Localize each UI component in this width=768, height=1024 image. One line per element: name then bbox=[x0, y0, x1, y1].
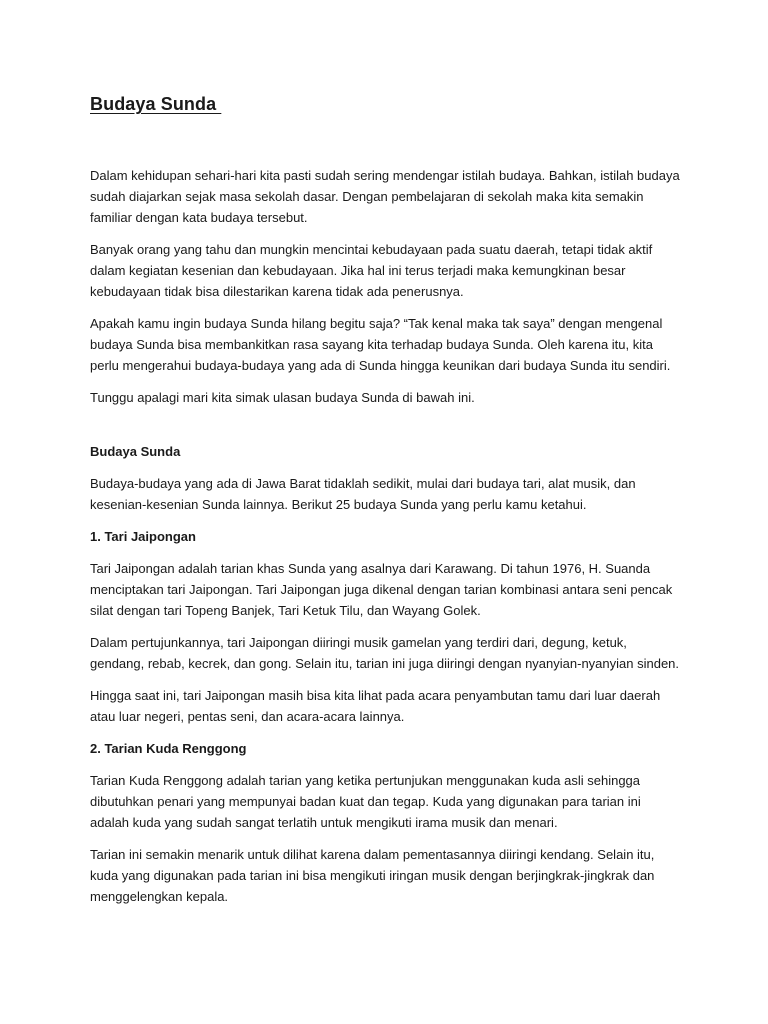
item-paragraph: Tari Jaipongan adalah tarian khas Sunda yang asalnya dari Karawang. Di tahun 1976, H. Suanda menciptakan tari Jaipongan. Tari Jaipongan juga dikenal dengan tarian kombinasi antara seni pencak silat dengan tari Topeng Banjek, Tari Ketuk Tilu, dan Wayang Golek. bbox=[90, 561, 673, 618]
document-title: Budaya Sunda bbox=[90, 94, 222, 114]
section-paragraph: Budaya-budaya yang ada di Jawa Barat tidaklah sedikit, mulai dari budaya tari, alat musik, dan kesenian-kesenian Sunda lainnya. Berikut 25 budaya Sunda yang perlu kamu ketahui. bbox=[90, 476, 636, 512]
item-paragraph: Hingga saat ini, tari Jaipongan masih bisa kita lihat pada acara penyambutan tamu dari luar daerah atau luar negeri, pentas seni, dan acara-acara lainnya. bbox=[90, 688, 661, 724]
item-heading-tari-jaipongan: 1. Tari Jaipongan bbox=[90, 529, 196, 544]
intro-paragraph-1: Dalam kehidupan sehari-hari kita pasti sudah sering mendengar istilah budaya. Bahkan, istilah budaya sudah diajarkan sejak masa sekolah dasar. Dengan pembelajaran di sekolah maka kita semakin familiar dengan kata budaya tersebut. bbox=[90, 168, 680, 225]
intro-paragraph-4: Tunggu apalagi mari kita simak ulasan budaya Sunda di bawah ini. bbox=[90, 390, 475, 405]
document-body bbox=[90, 165, 680, 918]
intro-paragraph-3: Apakah kamu ingin budaya Sunda hilang begitu saja? “Tak kenal maka tak saya” dengan mengenal budaya Sunda bisa membankitkan rasa sayang kita terhadap budaya Sunda. Oleh karena itu, kita perlu mengerahui budaya-budaya yang ada di Sunda hingga keunikan dari budaya Sunda itu sendiri. bbox=[90, 316, 671, 373]
intro-paragraph-2: Banyak orang yang tahu dan mungkin mencintai kebudayaan pada suatu daerah, tetapi tidak aktif dalam kegiatan kesenian dan kebudayaan. Jika hal ini terus terjadi maka kemungkinan besar kebudayaan tidak bisa dilestarikan karena tidak ada penerusnya. bbox=[90, 242, 653, 299]
item-heading-tarian-kuda-renggong: 2. Tarian Kuda Renggong bbox=[90, 741, 247, 756]
item-paragraph: Tarian Kuda Renggong adalah tarian yang ketika pertunjukan menggunakan kuda asli sehingga dibutuhkan penari yang mempunyai badan kuat dan tegap. Kuda yang digunakan para tarian ini adalah kuda yang sudah sangat terlatih untuk mengikuti irama musik dan menari. bbox=[90, 773, 641, 830]
item-paragraph: Dalam pertujunkannya, tari Jaipongan diiringi musik gamelan yang terdiri dari, degung, ketuk, gendang, rebab, kecrek, dan gong. Selain itu, tarian ini juga diiringi dengan nyanyian-nyanyian sinden. bbox=[90, 635, 680, 671]
item-paragraph: Tarian ini semakin menarik untuk dilihat karena dalam pementasannya diiringi kendang. Selain itu, kuda yang digunakan pada tarian ini bisa mengikuti iringan musik dengan berjingkrak-jingkrak dan menggelengkan kepala. bbox=[90, 847, 655, 904]
section-heading: Budaya Sunda bbox=[90, 444, 181, 459]
